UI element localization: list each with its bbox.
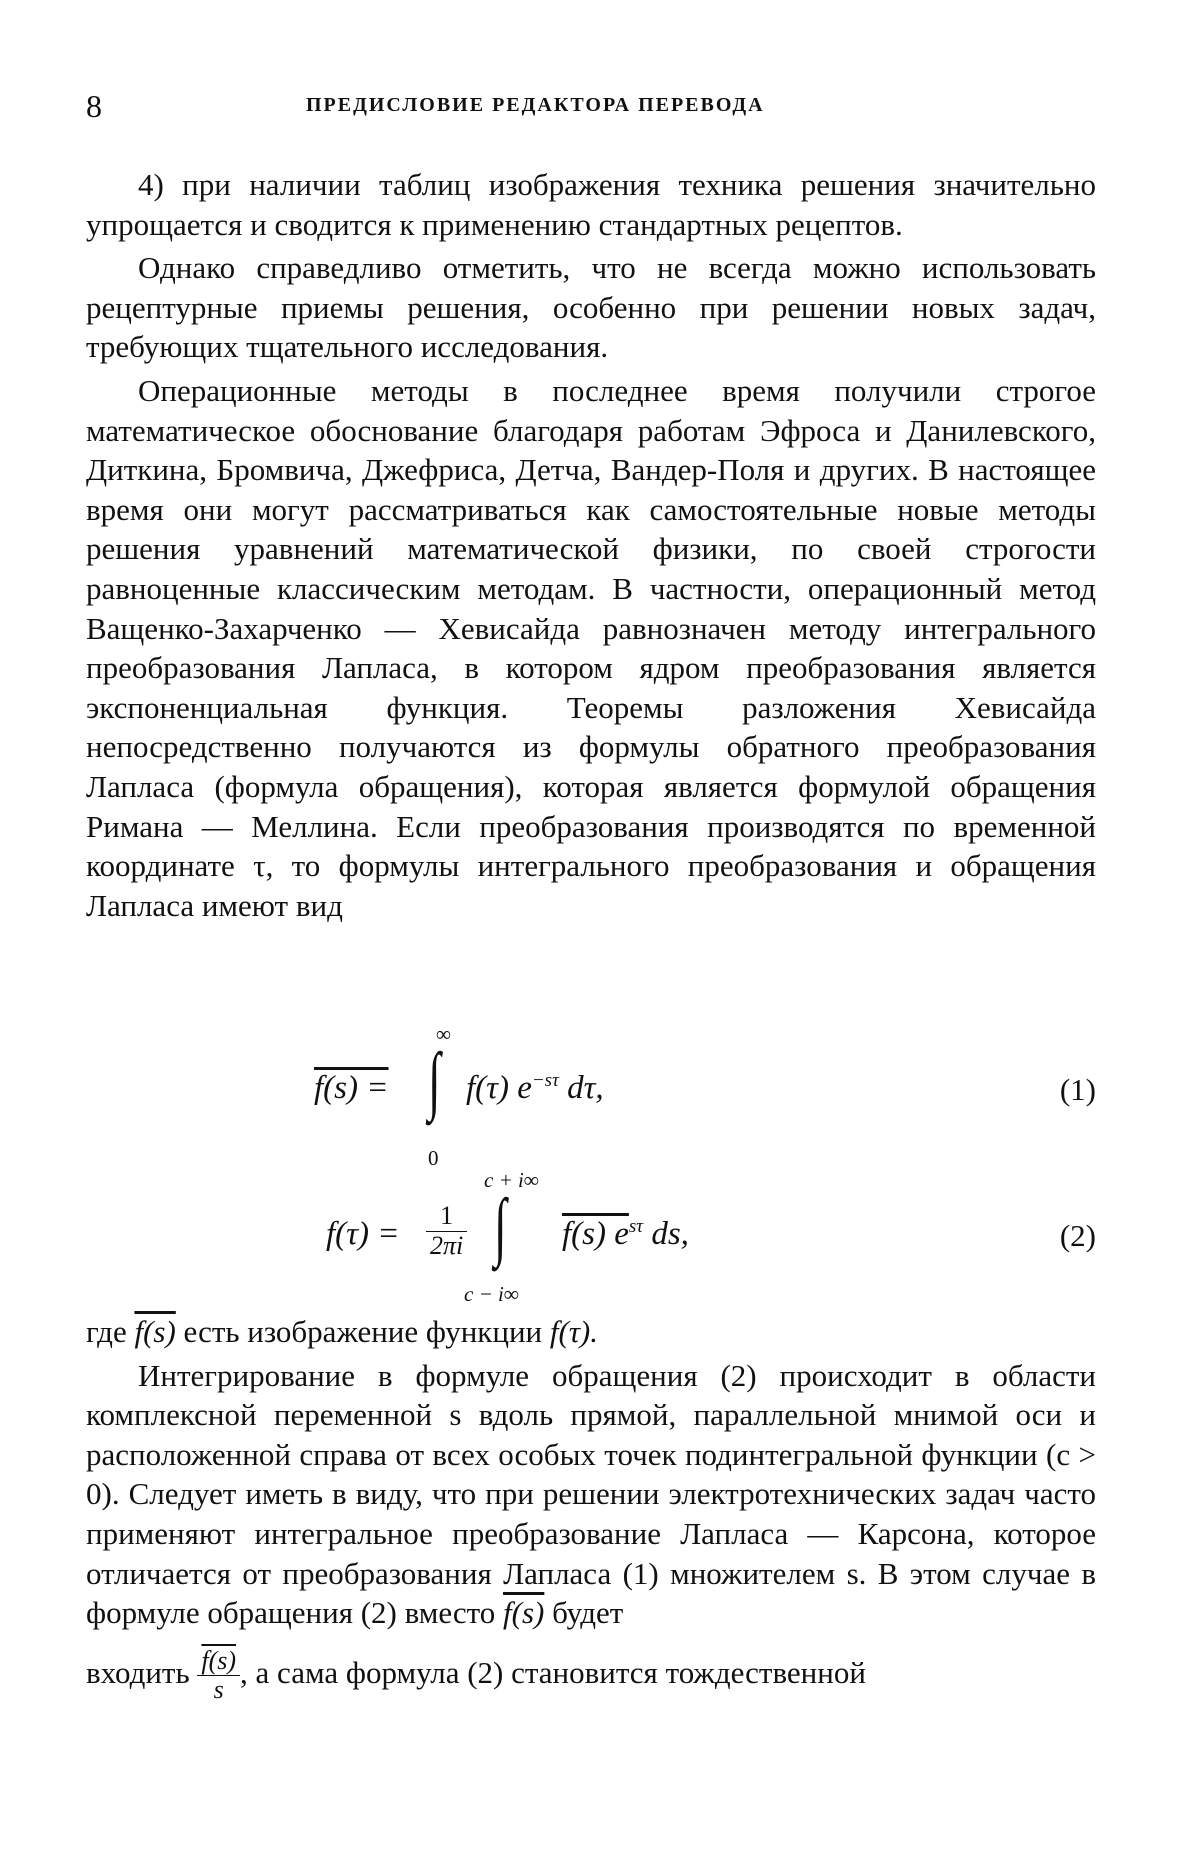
formula-1-lhs: f(s) = [314, 1070, 389, 1106]
integration-fs: f(s) [503, 1595, 545, 1631]
formula-2-exponent: sτ [628, 1216, 644, 1237]
bottom-text [86, 1312, 1096, 1705]
integral-sign-2: ∫ [494, 1184, 507, 1268]
formula-area [86, 1010, 1096, 1306]
paragraph-integration: Интегрирование в формуле обращения (2) происходит в области комплексной переменной s вдоль прямой, параллельной мнимой оси и расположенной справа от всех особых точек подинтегральной функции (c > 0). Следует иметь в виду, что при решении электротехнических задач часто применяют интегральное преобразование Лапласа — Карсона, которое отличается от преобразования Лапласа (1) множителем s. В этом случае в формуле обращения (2) вместо f(s) будет [86, 1357, 1096, 1631]
page-header [86, 88, 1086, 128]
last-line-fraction: $\frac{f(s)}{s}$ [197, 1647, 240, 1705]
formula-2-lower: c − i∞ [464, 1282, 519, 1306]
formula-1-lower: 0 [428, 1146, 439, 1170]
paragraph-operational-methods: Операционные методы в последнее время получили строгое математическое обоснование благодаря работам Эфроса и Данилевского, Диткина, Бромвича, Джефриса, Детча, Вандер-Поля и других. В настоящее время они могут рассматриваться как самостоятельные новые методы решения уравнений математической физики, по своей строгости равноценные классическим методам. В частности, операционный метод Ващенко-Захарченко — Хевисайда равнозначен методу интегрального преобразования Лапласа, в котором ядром преобразования является экспоненциальная функция. Теоремы разложения Хевисайда непосредственно получаются из формулы обратного преобразования Лапласа (формула обращения), которая является формулой обращения Римана — Меллина. Если преобразования производятся по временной координате τ, то формулы интегрального преобразования и обращения Лапласа имеют вид [86, 372, 1096, 923]
equation-number-2: (2) [1059, 1218, 1096, 1253]
formula-2-upper: c + i∞ [484, 1168, 539, 1192]
formula-2-lhs: f(τ) = [326, 1216, 400, 1252]
formula-1-upper: ∞ [436, 1022, 451, 1046]
paragraph-item-4: 4) при наличии таблиц изображения техника решения значительно упрощается и сводится к применению стандартных рецептов. [86, 167, 1096, 242]
main-text [86, 165, 1096, 925]
formula-2-tail: ds, [651, 1216, 689, 1252]
integral-sign-1: ∫ [428, 1038, 441, 1122]
formula-2-fraction: $\frac{1}{2\pi i}$ [426, 1202, 467, 1260]
paragraph-however: Однако справедливо отметить, что не всегда можно использовать рецептурные приемы решения, особенно при решении новых задач, требующих тщательного исследования. [86, 250, 1096, 365]
running-head: ПРЕДИСЛОВИЕ РЕДАКТОРА ПЕРЕВОДА [306, 94, 765, 116]
formula-1-integrand: f(τ) e [466, 1070, 532, 1106]
last-line: входить $\frac{f(s)}{s}$ , а сама формула (2) становится тождественной [86, 1645, 866, 1705]
formula-1-exponent: −sτ [531, 1070, 559, 1091]
page-number: 8 [86, 88, 102, 124]
formula-2-integrand: f(s) e [562, 1216, 629, 1252]
where-line: где f(s) есть изображение функции f(τ). [86, 1314, 598, 1349]
where-fs: f(s) [134, 1314, 176, 1349]
where-ft: f(τ). [549, 1314, 598, 1349]
formula-1-tail: dτ, [567, 1070, 604, 1106]
equation-number-1: (1) [1059, 1072, 1096, 1107]
